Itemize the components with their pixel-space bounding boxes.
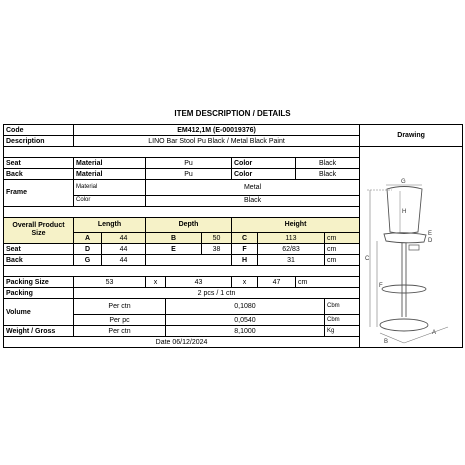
date-stamp: Date 06/12/2024 <box>4 337 360 348</box>
code-value: EM412,1M (E-00019376) <box>74 125 360 136</box>
dim-a-value: 44 <box>102 233 146 244</box>
weight-value: 8,1000 <box>166 326 325 337</box>
volume-pc-unit: Cbm <box>325 315 360 326</box>
back-material: Pu <box>146 169 232 180</box>
dim-c-value: 113 <box>258 233 325 244</box>
dim-f-value: 62/83 <box>258 244 325 255</box>
volume-pc-value: 0,0540 <box>166 315 325 326</box>
weight-per-ctn-label: Per ctn <box>74 326 166 337</box>
packing-value: 2 pcs / 1 ctn <box>74 288 360 299</box>
packing-x1: x <box>146 277 166 288</box>
seat-color-label: Color <box>232 158 296 169</box>
dim-h-value: 31 <box>258 255 325 266</box>
back-color: Black <box>296 169 360 180</box>
dim-a-key: A <box>74 233 102 244</box>
dim-e-value: 38 <box>202 244 232 255</box>
dim-d-key: D <box>74 244 102 255</box>
overall-size-label <box>4 217 74 244</box>
packing-width: 43 <box>166 277 232 288</box>
overall-label-line2: Size <box>31 230 46 238</box>
dim-h-label: H <box>402 209 407 215</box>
code-row <box>4 125 463 136</box>
packing-height: 47 <box>258 277 296 288</box>
dim-e-key: E <box>146 244 202 255</box>
volume-per-ctn-label: Per ctn <box>74 299 166 315</box>
dim-a-label: A <box>432 330 437 336</box>
dim-d-value: 44 <box>102 244 146 255</box>
dim-g-label: G <box>401 179 406 185</box>
back-label: Back <box>4 169 74 180</box>
packing-label: Packing <box>4 288 74 299</box>
frame-color-label: Color <box>74 195 146 206</box>
packing-size-label: Packing Size <box>4 277 74 288</box>
dim-b-key: B <box>146 233 202 244</box>
dim-h-key: H <box>232 255 258 266</box>
packing-x2: x <box>232 277 258 288</box>
volume-ctn-value: 0,1080 <box>166 299 325 315</box>
back-dims-label: Back <box>4 255 74 266</box>
seat-color: Black <box>296 158 360 169</box>
seat-material: Pu <box>146 158 232 169</box>
seat-material-label: Material <box>74 158 146 169</box>
back-material-label: Material <box>74 169 146 180</box>
back-dims-unit: cm <box>325 255 360 266</box>
dim-c-key: C <box>232 233 258 244</box>
depth-header: Depth <box>146 217 232 233</box>
dim-d-label: D <box>428 238 433 244</box>
description-value: LINO Bar Stool Pu Black / Metal Black Paint <box>74 136 360 147</box>
packing-size-unit: cm <box>296 277 360 288</box>
page-title: ITEM DESCRIPTION / DETAILS <box>174 109 291 118</box>
dim-b-label: B <box>384 339 389 345</box>
volume-per-pc-label: Per pc <box>74 315 166 326</box>
frame-color: Black <box>146 195 360 206</box>
bar-stool-diagram <box>362 147 463 347</box>
dim-e-label: E <box>428 231 433 237</box>
packing-length: 53 <box>74 277 146 288</box>
overall-unit: cm <box>325 233 360 244</box>
seat-label: Seat <box>4 158 74 169</box>
seat-dims-label: Seat <box>4 244 74 255</box>
length-header: Length <box>74 217 146 233</box>
overall-label-line1: Overall Product <box>12 222 65 230</box>
volume-label: Volume <box>4 299 74 326</box>
dim-g-value: 44 <box>102 255 146 266</box>
volume-ctn-unit: Cbm <box>325 299 360 315</box>
stool-drawing <box>360 147 463 348</box>
weight-label: Weight / Gross <box>4 326 74 337</box>
dim-g-key: G <box>74 255 102 266</box>
seat-dims-unit: cm <box>325 244 360 255</box>
description-label: Description <box>4 136 74 147</box>
drawing-label: Drawing <box>360 125 463 147</box>
dim-b-value: 50 <box>202 233 232 244</box>
weight-unit: Kg <box>325 326 360 337</box>
dim-f-label: F <box>379 283 383 289</box>
frame-material: Metal <box>146 180 360 196</box>
frame-label: Frame <box>4 180 74 207</box>
frame-material-label: Material <box>74 180 146 196</box>
code-label: Code <box>4 125 74 136</box>
dim-c-label: C <box>365 256 370 262</box>
dim-f-key: F <box>232 244 258 255</box>
spec-sheet-table <box>3 124 463 348</box>
back-color-label: Color <box>232 169 296 180</box>
height-header: Height <box>232 217 360 233</box>
